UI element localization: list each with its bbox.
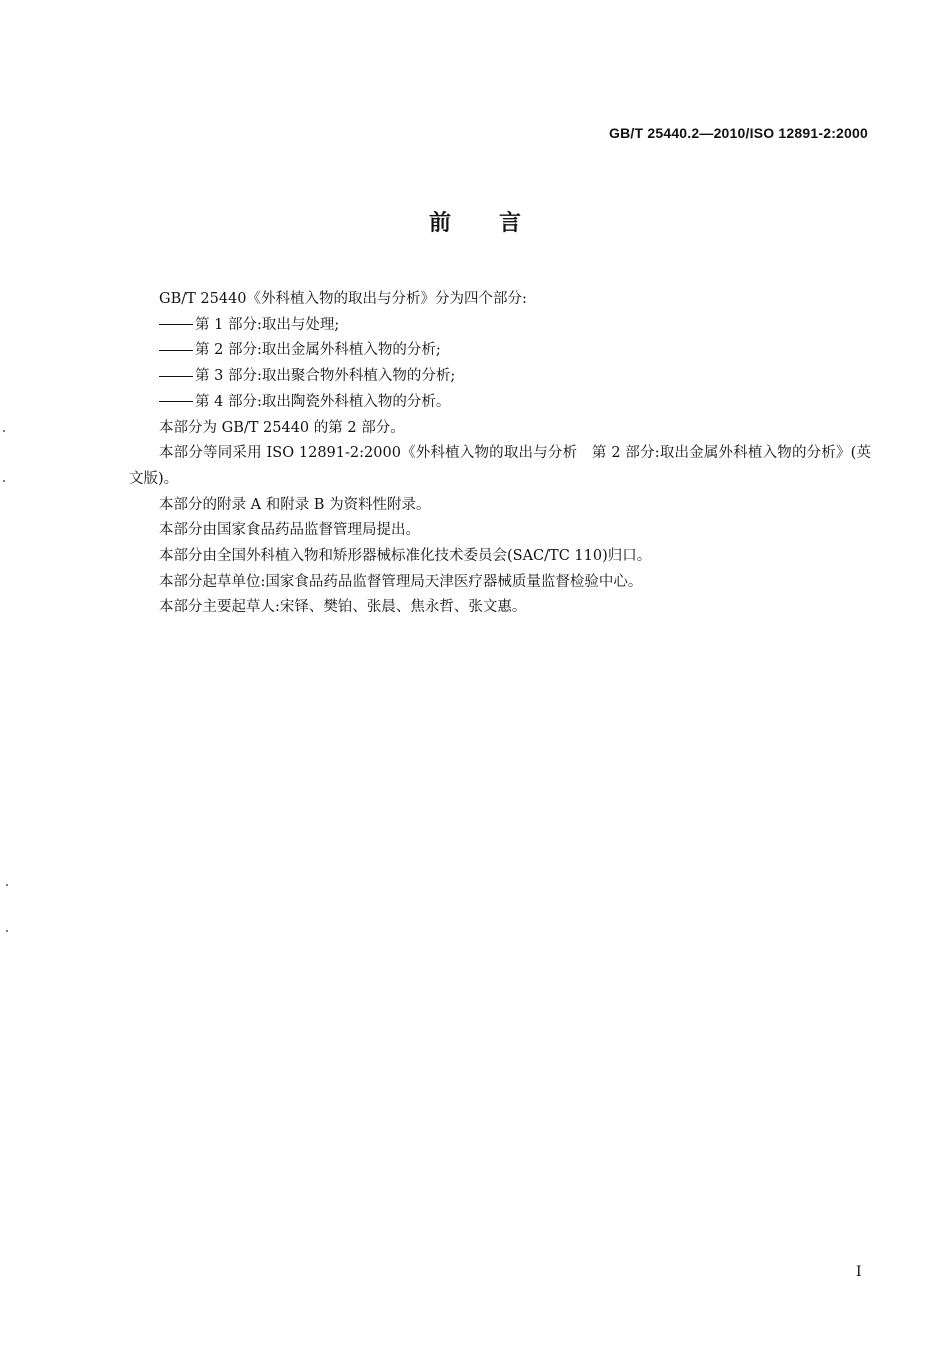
body-paragraph: 本部分主要起草人:宋铎、樊铂、张晨、焦永哲、张文惠。 <box>159 599 527 616</box>
list-item-text: 第 3 部分:取出聚合物外科植入物的分析; <box>195 368 456 385</box>
body-paragraph: 本部分由国家食品药品监督管理局提出。 <box>159 522 420 539</box>
body-paragraph: 本部分为 GB/T 25440 的第 2 部分。 <box>159 419 405 436</box>
page-number: I <box>856 1264 862 1280</box>
body-paragraph: 本部分起草单位:国家食品药品监督管理局天津医疗器械质量监督检验中心。 <box>159 573 643 590</box>
standard-code: GB/T 25440.2—2010/ISO 12891-2:2000 <box>609 125 868 141</box>
scan-speck <box>6 930 8 932</box>
dash-mark <box>159 350 193 351</box>
list-item <box>129 338 871 364</box>
title-part-2: 言 <box>499 211 522 236</box>
dash-mark <box>159 324 193 325</box>
list-item <box>129 313 871 339</box>
body-paragraph: 本部分的附录 A 和附录 B 为资料性附录。 <box>159 496 431 513</box>
foreword-body <box>129 287 871 621</box>
list-item-text: 第 2 部分:取出金属外科植入物的分析; <box>195 342 441 359</box>
scan-speck <box>3 480 5 482</box>
dash-mark <box>159 376 193 377</box>
scan-speck <box>6 884 8 886</box>
intro-paragraph: GB/T 25440《外科植入物的取出与分析》分为四个部分: <box>159 291 527 307</box>
dash-mark <box>159 401 193 402</box>
list-item-text: 第 4 部分:取出陶瓷外科植入物的分析。 <box>195 393 451 410</box>
title-part-1: 前 <box>428 211 451 236</box>
scan-speck <box>3 430 5 432</box>
list-item <box>129 364 871 390</box>
list-item <box>129 390 871 416</box>
list-item-text: 第 1 部分:取出与处理; <box>195 316 340 333</box>
body-paragraph: 本部分由全国外科植入物和矫形器械标准化技术委员会(SAC/TC 110)归口。 <box>159 548 652 565</box>
body-paragraph: 本部分等同采用 ISO 12891-2:2000《外科植入物的取出与分析 第 2 部分:取出金属外科植入物的分析》(英文版)。 <box>129 445 871 487</box>
page-title <box>0 206 950 237</box>
